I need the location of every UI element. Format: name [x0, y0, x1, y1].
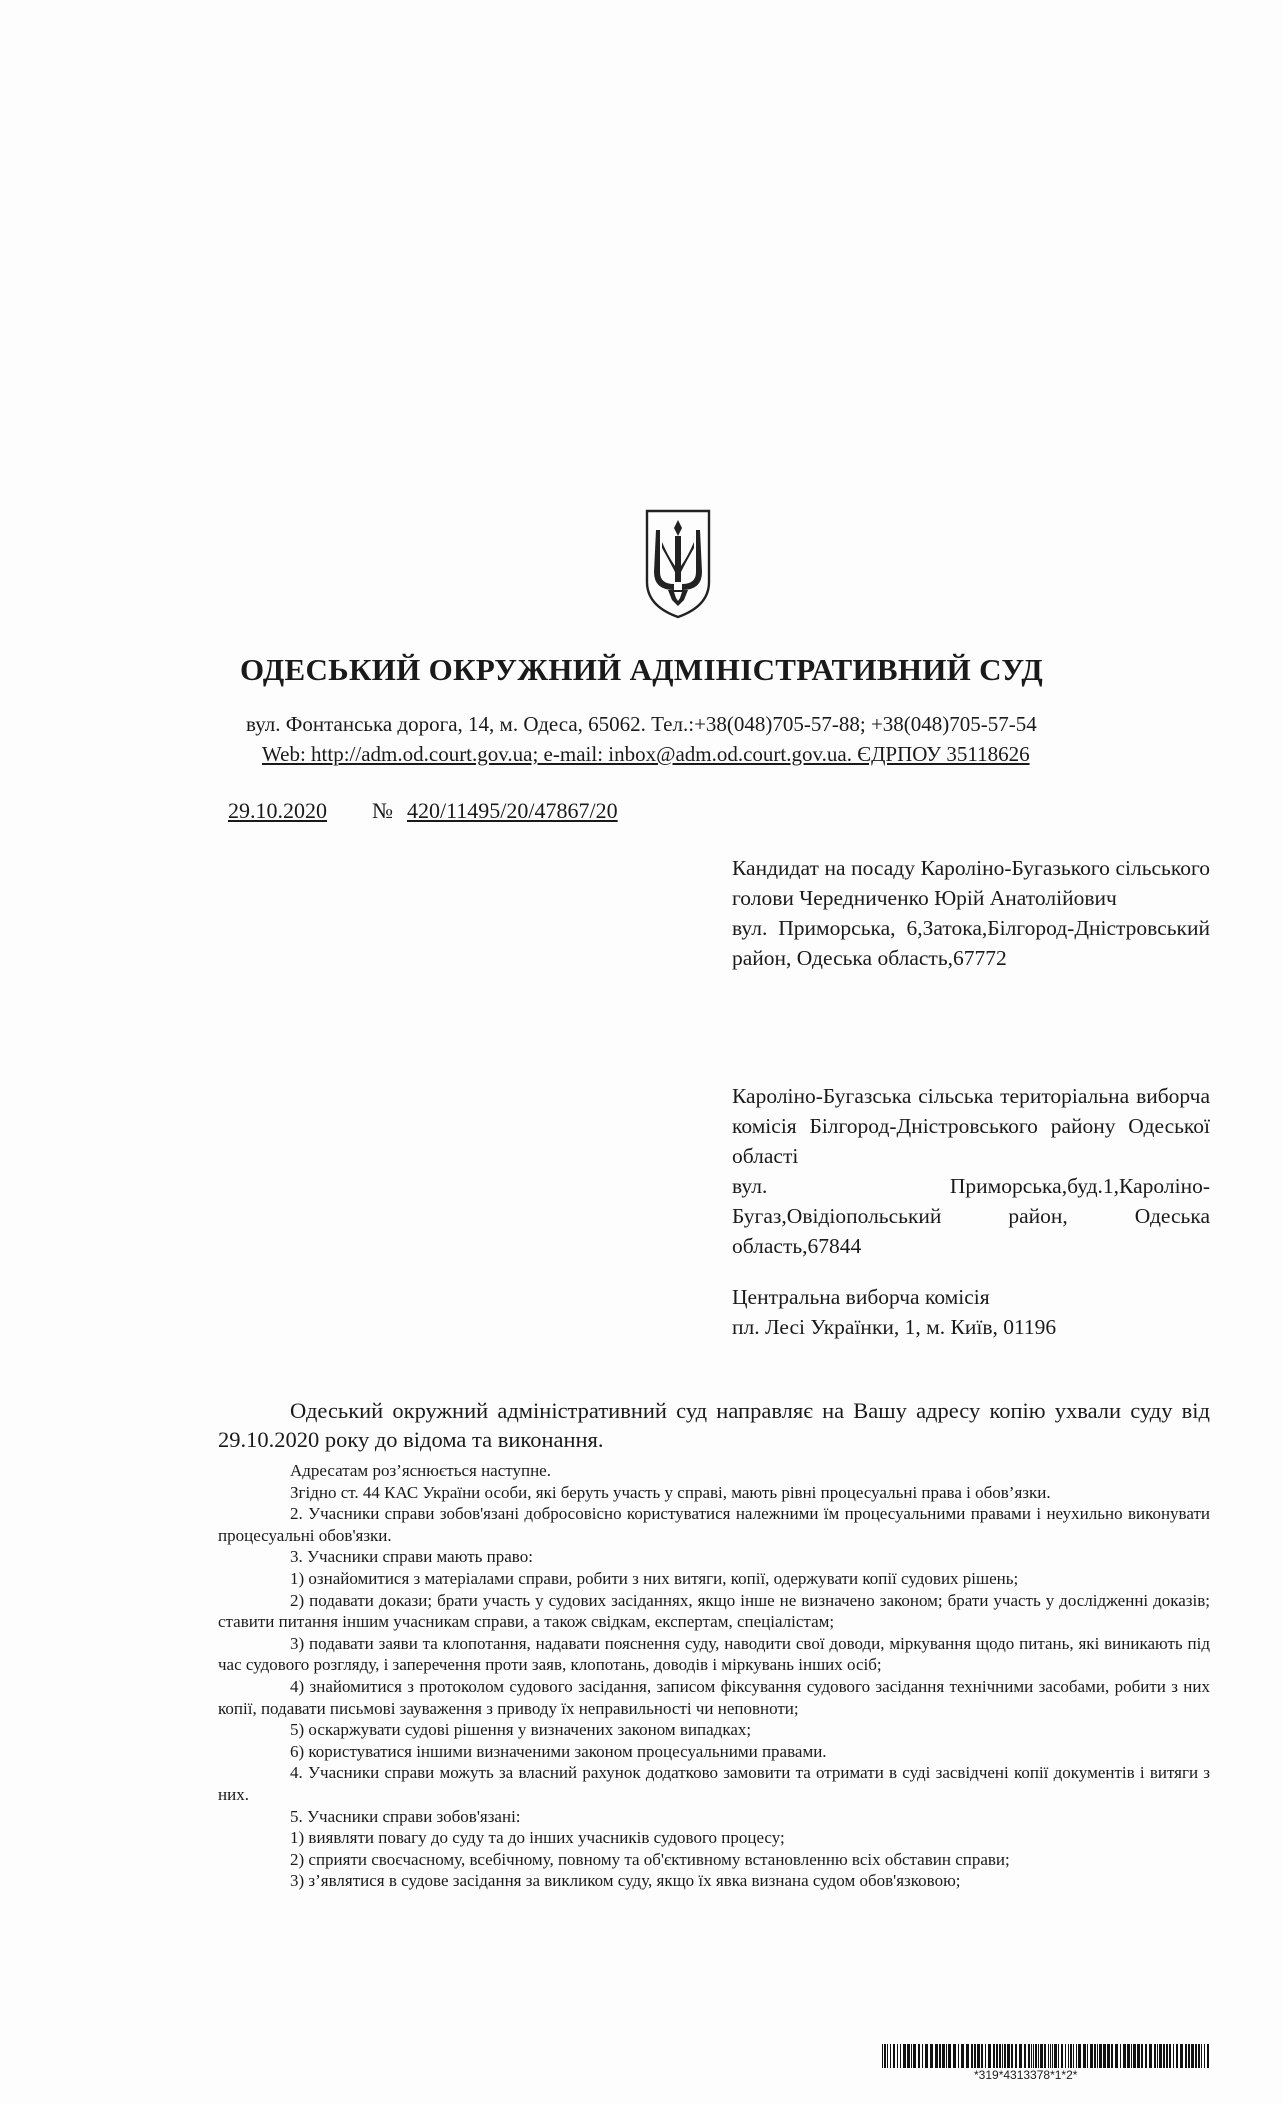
- barcode-bar: [1090, 2044, 1093, 2068]
- barcode-bar: [1111, 2044, 1113, 2068]
- outgoing-number-sign: №: [372, 798, 393, 823]
- barcode-bar: [1099, 2044, 1102, 2068]
- barcode-bar: [1166, 2044, 1168, 2068]
- barcode-bar: [935, 2044, 938, 2068]
- barcode-bar: [953, 2044, 956, 2068]
- barcode-bar: [1169, 2044, 1171, 2068]
- paragraph: 6) користуватися іншими визначеними законом процесуальними правами.: [290, 1741, 827, 1761]
- barcode-bar: [1035, 2044, 1037, 2068]
- court-web-contacts: Web: http://adm.od.court.gov.ua; e-mail: inbox@adm.od.court.gov.ua. ЄДРПОУ 35118626: [262, 742, 1030, 766]
- barcode-number: *319*4313378*1*2*: [974, 2068, 1078, 2082]
- barcode-bar: [1052, 2044, 1053, 2068]
- barcode-bar: [993, 2044, 995, 2068]
- barcode-bar: [903, 2044, 906, 2068]
- barcode-bar: [985, 2044, 986, 2068]
- barcode-bar: [922, 2044, 923, 2068]
- barcode-bar: [1038, 2044, 1039, 2068]
- barcode-bar: [900, 2044, 901, 2068]
- barcode-bar: [1040, 2044, 1043, 2068]
- recipient-block: [732, 853, 1210, 973]
- barcode-bar: [1180, 2044, 1183, 2068]
- barcode-bar: [930, 2044, 933, 2068]
- barcode-bar: [1157, 2044, 1158, 2068]
- barcode-bar: [1028, 2044, 1030, 2068]
- paragraph: 1) виявляти повагу до суду та до інших учасників судового процесу;: [290, 1828, 785, 1848]
- paragraph: 1) ознайомитися з матеріалами справи, робити з них витяги, копії, одержувати копії судових рішень;: [290, 1568, 1019, 1588]
- barcode-bar: [1141, 2044, 1143, 2068]
- barcode-bar: [1154, 2044, 1156, 2068]
- paragraph: 2. Учасники справи зобов'язані добросовісно користуватися належними їм процесуальними правами і неухильно виконувати процесуальні обов'язки.: [218, 1504, 1210, 1545]
- barcode-bar: [981, 2044, 983, 2068]
- outgoing-number: 420/11495/20/47867/20: [407, 798, 618, 823]
- barcode-bar: [1050, 2044, 1051, 2068]
- court-address: вул. Фонтанська дорога, 14, м. Одеса, 65062. Тел.:+38(048)705-57-88; +38(048)705-57-54: [246, 712, 1037, 736]
- barcode-bar: [893, 2044, 895, 2068]
- paragraph: 2) подавати докази; брати участь у судових засіданнях, якщо інше не визначено законом; брати участь у дослідженні доказів; ставити питання іншим учасникам справи, а також свідкам, експертам, спеціалістам;: [218, 1590, 1210, 1632]
- barcode-bar: [887, 2044, 888, 2068]
- barcode-bar: [966, 2044, 969, 2068]
- barcode-bar: [1191, 2044, 1194, 2068]
- barcode-bar: [1163, 2044, 1165, 2068]
- barcode-bar: [1127, 2044, 1130, 2068]
- paragraph: 2) сприяти своєчасному, всебічному, повному та об'єктивному встановленню всіх обставин справи;: [290, 1849, 1010, 1869]
- paragraph: 3) з’являтися в судове засідання за викликом суду, якщо їх явка визнана судом обов'язковою;: [290, 1871, 961, 1891]
- barcode-bar: [1120, 2044, 1121, 2068]
- barcode-bar: [961, 2044, 964, 2068]
- barcode-bar: [1044, 2044, 1046, 2068]
- cover-letter-text: Одеський окружний адміністративний суд направляє на Вашу адресу копію ухвали суду від 29.10.2020 року до відома та виконання.: [218, 1398, 1210, 1452]
- barcode-bar: [977, 2044, 980, 2068]
- barcode-bar: [1061, 2044, 1063, 2068]
- barcode-bar: [1159, 2044, 1162, 2068]
- barcode-bar: [958, 2044, 959, 2068]
- recipient-name: Кандидат на посаду Кароліно-Бугазького сільського голови Чередниченко Юрій Анатолійович: [732, 856, 1210, 910]
- barcode-bar: [1145, 2044, 1147, 2068]
- barcode-bar: [1015, 2044, 1017, 2068]
- barcode-bar: [974, 2044, 976, 2068]
- paragraph: Адресатам роз’яснюється наступне.: [290, 1461, 551, 1480]
- barcode-bar: [971, 2044, 973, 2068]
- barcode-bar: [1065, 2044, 1066, 2068]
- recipient-address: вул. Приморська, 6,Затока,Білгород-Дністровський район, Одеська область,67772: [732, 916, 1210, 970]
- barcode-bar: [1031, 2044, 1032, 2068]
- barcode-bar: [1070, 2044, 1072, 2068]
- barcode-bar: [1149, 2044, 1152, 2068]
- barcode-bar: [1054, 2044, 1057, 2068]
- court-name-heading: ОДЕСЬКИЙ ОКРУЖНИЙ АДМІНІСТРАТИВНИЙ СУД: [240, 652, 1043, 687]
- barcode-bar: [1083, 2044, 1086, 2068]
- recipient-name: Центральна виборча комісія: [732, 1285, 990, 1309]
- procedural-rights-text: [218, 1460, 1210, 1892]
- barcode-bar: [1201, 2044, 1202, 2068]
- barcode-bar: [939, 2044, 941, 2068]
- barcode-bar: [1173, 2044, 1174, 2068]
- paragraph: 3) подавати заяви та клопотання, надавати пояснення суду, наводити свої доводи, міркування щодо питань, які виникають під час судового розгляду, і заперечення проти заяв, клопотань, доводів і міркувань інших осіб;: [218, 1633, 1210, 1675]
- barcode-bar: [1076, 2044, 1077, 2068]
- barcode-bar: [925, 2044, 928, 2068]
- barcode-bar: [882, 2044, 883, 2068]
- barcode-bar: [1198, 2044, 1200, 2068]
- barcode-bar: [1002, 2044, 1003, 2068]
- recipient-address: вул. Приморська,буд.1,Кароліно-Бугаз,Овідіопольський район, Одеська область,67844: [732, 1174, 1210, 1258]
- paragraph: 4. Учасники справи можуть за власний рахунок додатково замовити та отримати в суді засвідчені копії документів і витяги з них.: [218, 1763, 1210, 1804]
- barcode-bar: [1107, 2044, 1110, 2068]
- paragraph: 3. Учасники справи мають право:: [290, 1547, 533, 1567]
- barcode-bar: [1131, 2044, 1132, 2068]
- barcode-bar: [1133, 2044, 1136, 2068]
- recipient-address: пл. Лесі Українки, 1, м. Київ, 01196: [732, 1315, 1057, 1339]
- barcode-bar: [996, 2044, 998, 2068]
- paragraph: 4) знайомитися з протоколом судового засідання, записом фіксування судового засідання технічними засобами, робити з них копії, подавати письмові зауваження з приводу їх неправильності чи неповноти;: [218, 1676, 1210, 1718]
- barcode-bar: [913, 2044, 916, 2068]
- recipient-block: [732, 1081, 1210, 1261]
- barcode-bar: [1068, 2044, 1069, 2068]
- barcode-bar: [890, 2044, 891, 2068]
- barcode-bar: [897, 2044, 898, 2068]
- barcode-bar: [1188, 2044, 1190, 2068]
- barcode-bar: [1207, 2044, 1209, 2068]
- barcode-icon: [882, 2044, 1212, 2068]
- barcode-bar: [999, 2044, 1001, 2068]
- barcode-bar: [1004, 2044, 1006, 2068]
- ukraine-trident-emblem-icon: [644, 508, 712, 620]
- barcode-bar: [1078, 2044, 1081, 2068]
- barcode-bar: [1115, 2044, 1118, 2068]
- barcode-bar: [1024, 2044, 1026, 2068]
- barcode-bar: [1087, 2044, 1088, 2068]
- outgoing-date: 29.10.2020: [228, 798, 327, 823]
- barcode-bar: [1048, 2044, 1049, 2068]
- barcode-bar: [1011, 2044, 1013, 2068]
- paragraph: 5) оскаржувати судові рішення у визначених законом випадках;: [290, 1720, 752, 1740]
- barcode-bar: [1137, 2044, 1140, 2068]
- barcode-bar: [884, 2044, 886, 2068]
- barcode-bar: [1185, 2044, 1187, 2068]
- barcode-bar: [1176, 2044, 1178, 2068]
- barcode-bar: [1097, 2044, 1098, 2068]
- barcode-bar: [942, 2044, 945, 2068]
- barcode-bar: [1103, 2044, 1106, 2068]
- recipient-block: [732, 1282, 1210, 1342]
- barcode-bar: [988, 2044, 991, 2068]
- barcode-bar: [1058, 2044, 1059, 2068]
- barcode-bar: [946, 2044, 947, 2068]
- barcode-bar: [1204, 2044, 1205, 2068]
- barcode-bar: [911, 2044, 912, 2068]
- barcode-bar: [1007, 2044, 1010, 2068]
- recipient-name: Кароліно-Бугазська сільська територіальна виборча комісія Білгород-Дністровського району Одеської області: [732, 1084, 1210, 1168]
- barcode-bar: [1094, 2044, 1096, 2068]
- paragraph: 5. Учасники справи зобов'язані:: [290, 1806, 521, 1826]
- barcode-bar: [1195, 2044, 1197, 2068]
- barcode-bar: [1019, 2044, 1022, 2068]
- barcode-bar: [1033, 2044, 1034, 2068]
- barcode-bar: [1123, 2044, 1126, 2068]
- barcode-bar: [918, 2044, 920, 2068]
- barcode-bar: [1073, 2044, 1074, 2068]
- barcode-bar: [907, 2044, 910, 2068]
- paragraph: Згідно ст. 44 КАС України особи, які беруть участь у справі, мають рівні процесуальні права і обов’язки.: [290, 1482, 1051, 1502]
- barcode-bar: [948, 2044, 951, 2068]
